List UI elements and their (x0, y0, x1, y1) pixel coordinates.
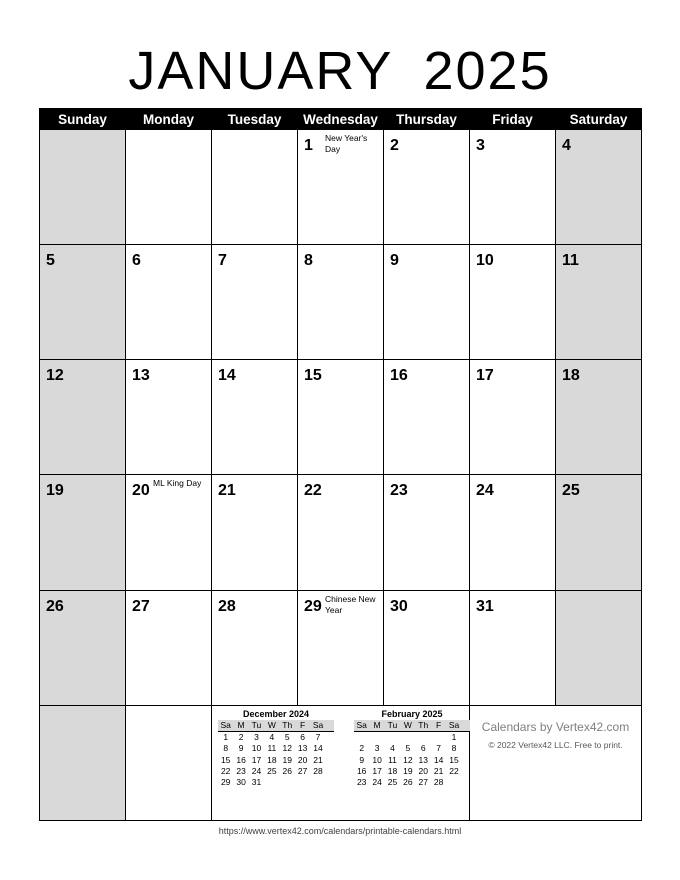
day-cell (212, 245, 298, 360)
day-cell (384, 245, 470, 360)
mini-day: 6 (420, 743, 426, 754)
mini-calendar-header (218, 720, 334, 732)
day-number: 28 (218, 597, 236, 615)
day-number: 15 (304, 367, 322, 385)
mini-weekday: M (237, 719, 245, 730)
mini-day: 3 (374, 743, 380, 754)
mini-day: 28 (313, 766, 323, 777)
mini-day (280, 777, 295, 788)
footer-row (40, 705, 642, 820)
mini-day: 15 (220, 754, 231, 765)
mini-day: 21 (313, 754, 323, 765)
week-row (40, 245, 642, 360)
day-cell (384, 475, 470, 590)
weekday-header-row (40, 109, 642, 130)
mini-day: 27 (297, 766, 308, 777)
day-number: 26 (46, 597, 64, 615)
mini-day: 14 (433, 754, 444, 765)
mini-day: 13 (418, 754, 428, 765)
holiday-note: ML King Day (153, 478, 202, 489)
day-cell (470, 590, 556, 705)
holiday-note: New Year's Day (325, 133, 368, 154)
day-cell (470, 360, 556, 475)
day-cell (384, 360, 470, 475)
day-number: 4 (562, 137, 571, 154)
day-cell (212, 475, 298, 590)
mini-weekday: Th (418, 719, 429, 730)
mini-day: 26 (403, 777, 413, 788)
day-cell (556, 475, 642, 590)
day-number: 12 (46, 367, 64, 385)
day-number: 9 (390, 252, 399, 270)
day-cell (212, 590, 298, 705)
day-number: 19 (46, 482, 64, 500)
mini-day: 30 (236, 777, 246, 788)
day-cell (384, 590, 470, 705)
calendar-grid (39, 108, 642, 821)
day-number: 25 (562, 482, 580, 500)
mini-day: 10 (372, 754, 382, 765)
mini-weekday: M (373, 719, 381, 730)
day-number: 31 (476, 597, 494, 615)
weekday-header: Tuesday (212, 109, 298, 130)
day-number: 18 (562, 367, 580, 385)
branding-cell (470, 705, 642, 820)
day-cell (298, 475, 384, 590)
mini-weekday: Tu (251, 719, 262, 730)
day-number: 21 (218, 482, 236, 500)
mini-day: 4 (269, 732, 275, 743)
mini-day: 15 (449, 754, 459, 765)
weekday-header: Friday (470, 109, 556, 130)
mini-weekday: F (300, 719, 306, 730)
mini-day: 25 (267, 766, 277, 777)
mini-day: 8 (223, 743, 229, 754)
mini-weekday: Sa (356, 719, 367, 730)
day-number: 11 (562, 252, 579, 270)
mini-weekday: F (436, 719, 442, 730)
day-cell-empty (40, 705, 126, 820)
mini-day: 11 (388, 754, 397, 765)
mini-day: 1 (223, 732, 229, 743)
mini-calendar (218, 709, 334, 789)
mini-week-row (218, 743, 334, 754)
mini-weekday: Sa (448, 719, 460, 730)
mini-day: 5 (284, 732, 290, 743)
mini-day: 7 (315, 732, 321, 743)
weekday-header: Wednesday (298, 109, 384, 130)
mini-day: 4 (390, 743, 395, 754)
mini-day: 27 (418, 777, 428, 788)
mini-day: 29 (220, 777, 231, 788)
day-number: 3 (476, 137, 485, 154)
day-cell (556, 360, 642, 475)
day-cell (40, 475, 126, 590)
mini-day: 11 (267, 743, 277, 754)
day-cell (556, 245, 642, 360)
mini-week-row (218, 755, 334, 766)
day-cell (470, 475, 556, 590)
mini-day: 22 (449, 766, 459, 777)
day-cell (126, 475, 212, 590)
mini-week-row (354, 777, 470, 788)
mini-day: 19 (403, 766, 413, 777)
day-number: 10 (476, 252, 494, 270)
day-cell (212, 130, 298, 245)
mini-day: 31 (251, 777, 262, 788)
day-cell (470, 245, 556, 360)
day-cell-empty (126, 705, 212, 820)
week-row (40, 590, 642, 705)
day-number: 20 (132, 482, 150, 500)
day-number: 2 (390, 137, 399, 154)
mini-day: 20 (297, 754, 308, 765)
mini-calendar (354, 709, 470, 789)
mini-day (295, 777, 310, 788)
mini-day: 1 (451, 732, 457, 743)
mini-calendar-title: February 2025 (381, 708, 443, 719)
mini-day: 10 (251, 743, 262, 754)
mini-day: 24 (372, 777, 382, 788)
mini-day (264, 777, 279, 788)
mini-day: 19 (282, 754, 292, 765)
mini-day: 28 (433, 777, 444, 788)
mini-week-row (218, 766, 334, 777)
footer-url[interactable]: https://www.vertex42.com/calendars/printable-calendars.html (218, 826, 462, 836)
day-cell (126, 245, 212, 360)
week-row (40, 130, 642, 245)
mini-day: 14 (313, 743, 323, 754)
mini-day: 5 (405, 743, 411, 754)
mini-day (369, 732, 384, 743)
mini-calendar-header (354, 720, 470, 732)
day-cell (40, 130, 126, 245)
day-cell (298, 590, 384, 705)
mini-weekday: Th (282, 719, 293, 730)
mini-day: 26 (282, 766, 292, 777)
mini-day: 16 (236, 754, 246, 765)
day-cell (126, 590, 212, 705)
mini-day: 8 (451, 743, 457, 754)
day-cell (298, 245, 384, 360)
mini-day: 17 (372, 766, 382, 777)
mini-week-row (218, 732, 334, 743)
mini-day: 12 (403, 754, 413, 765)
day-cell (556, 590, 642, 705)
mini-week-row (354, 743, 470, 754)
mini-week-row (218, 777, 334, 788)
day-number: 5 (46, 252, 55, 270)
mini-day: 16 (356, 766, 367, 777)
weekday-header: Monday (126, 109, 212, 130)
mini-day: 2 (359, 743, 365, 754)
weekday-header: Thursday (384, 109, 470, 130)
mini-day (354, 732, 369, 743)
day-cell (470, 130, 556, 245)
mini-week-row (354, 766, 470, 777)
mini-day (385, 732, 400, 743)
day-number: 1 (304, 137, 313, 154)
mini-day: 22 (220, 766, 231, 777)
day-number: 29 (304, 597, 322, 615)
mini-weekday: Sa (220, 719, 231, 730)
day-cell (298, 130, 384, 245)
mini-day: 23 (356, 777, 367, 788)
mini-day (431, 732, 446, 743)
day-cell (40, 360, 126, 475)
day-cell (384, 130, 470, 245)
day-number: 17 (476, 367, 494, 385)
mini-day: 18 (267, 754, 277, 765)
mini-day: 17 (251, 754, 262, 765)
day-number: 16 (390, 367, 408, 385)
mini-day: 7 (436, 743, 442, 754)
holiday-note: Chinese New Year (325, 593, 376, 615)
week-row (40, 360, 642, 475)
day-number: 8 (304, 252, 313, 270)
mini-day: 23 (236, 766, 246, 777)
mini-week-row (354, 732, 470, 743)
day-number: 23 (390, 482, 408, 500)
day-number: 13 (132, 367, 150, 385)
day-number: 22 (304, 482, 322, 500)
mini-day: 18 (387, 766, 398, 777)
mini-day: 2 (238, 732, 244, 743)
mini-weekday: Sa (312, 719, 324, 730)
copyright-text: © 2022 Vertex42 LLC. Free to print. (488, 739, 623, 750)
mini-day: 3 (254, 732, 259, 743)
brand-name: Calendars by Vertex42.com (481, 719, 630, 734)
day-cell (126, 130, 212, 245)
mini-day: 13 (297, 743, 308, 754)
mini-day: 24 (251, 766, 262, 777)
mini-day: 9 (359, 754, 365, 765)
day-number: 6 (132, 252, 141, 270)
mini-day: 9 (238, 743, 244, 754)
day-number: 14 (218, 367, 236, 385)
week-row (40, 475, 642, 590)
day-cell (212, 360, 298, 475)
mini-day (416, 732, 431, 743)
mini-weekday: W (267, 719, 276, 730)
weekday-header: Sunday (40, 109, 126, 130)
mini-weekday: Tu (387, 719, 398, 730)
mini-day: 21 (433, 766, 444, 777)
mini-calendars-cell (212, 705, 470, 820)
day-number: 27 (132, 597, 150, 615)
mini-day (446, 777, 461, 788)
day-cell (298, 360, 384, 475)
mini-weekday: W (403, 719, 412, 730)
day-number: 24 (476, 482, 494, 500)
page-title: JANUARY 2025 (128, 41, 552, 101)
day-cell (40, 590, 126, 705)
day-cell (126, 360, 212, 475)
mini-day: 6 (300, 732, 306, 743)
mini-day: 20 (418, 766, 428, 777)
day-cell (556, 130, 642, 245)
weekday-header: Saturday (556, 109, 642, 130)
mini-day: 12 (282, 743, 292, 754)
mini-day (310, 777, 325, 788)
day-cell (40, 245, 126, 360)
mini-week-row (354, 755, 470, 766)
mini-day (400, 732, 415, 743)
mini-day: 25 (387, 777, 398, 788)
day-number: 7 (218, 252, 227, 270)
mini-calendar-title: December 2024 (242, 708, 310, 719)
day-number: 30 (390, 597, 408, 615)
